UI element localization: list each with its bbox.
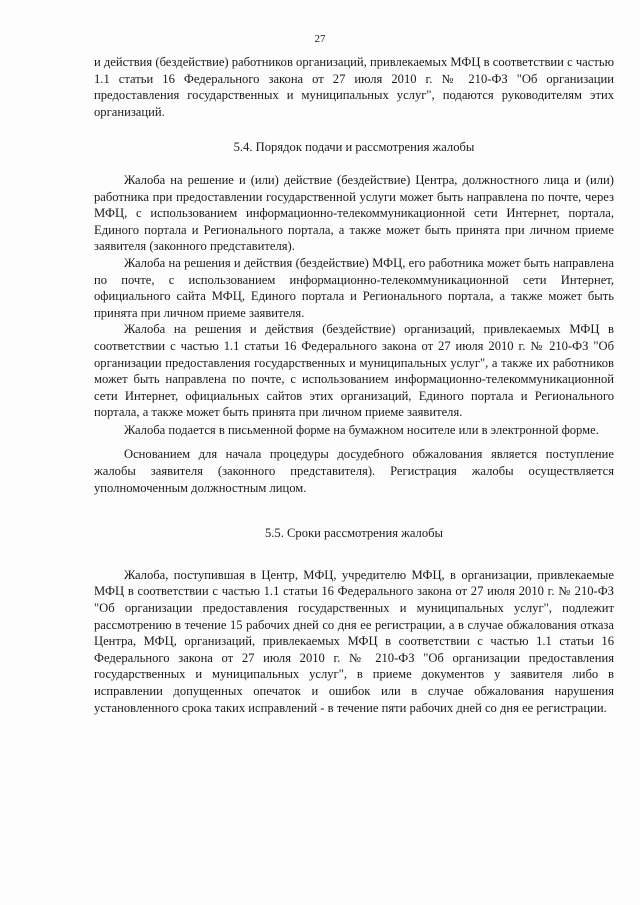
section-5-5-heading: 5.5. Сроки рассмотрения жалобы [264,526,444,541]
section-5-5-paragraph-1: Жалоба, поступившая в Центр, МФЦ, учредителю МФЦ, в организации, привлекаемые МФЦ в соответствии с частью 1.1 статьи 16 Федерального закона от 27 июля 2010 г. № 210-ФЗ "Об организации предоставления государственных и муниципальных услуг", подлежит рассмотрению в течение 15 рабочих дней со дня ее регистрации, а в случае обжалования отказа Центра, МФЦ, организаций, привлекаемых МФЦ в соответствии с частью 1.1 статьи 16 Федерального закона от 27 июля 2010 г. № 210-ФЗ "Об организации предоставления государственных и муниципальных услуг", в приеме документов у заявителя либо в исправлении допущенных опечаток и ошибок или в случае обжалования нарушения установленного срока таких исправлений - в течение пяти рабочих дней со дня ее регистрации. [94,567,614,715]
section-5-4-paragraph-4: Жалоба подается в письменной форме на бумажном носителе или в электронной форме. [124,422,599,437]
section-5-4-paragraph-1: Жалоба на решение и (или) действие (бездействие) Центра, должностного лица и (или) работника при предоставлении государственной услуги может быть направлена по почте, через МФЦ, с использованием информационно-телекоммуникационной сети Интернет, портала, Единого портала и Регионального портала, а также может быть принята при личном приеме заявителя (законного представителя). [94,172,614,254]
section-5-4-paragraph-2: Жалоба на решения и действия (бездействие) МФЦ, его работника может быть направлена по почте, с использованием информационно-телекоммуникационной сети Интернет, официального сайта МФЦ, Единого портала и Регионального портала, а также может быть принята при личном приеме заявителя. [94,255,614,320]
section-5-4-heading: 5.4. Порядок подачи и рассмотрения жалобы [233,140,475,155]
section-5-4-paragraph-5: Основанием для начала процедуры досудебного обжалования является поступление жалобы заявителя (законного представителя). Регистрация жалобы осуществляется уполномоченным должностным лицом. [94,447,614,495]
document-body [94,54,614,716]
section-5-4-paragraph-3: Жалоба на решения и действия (бездействие) организаций, привлекаемых МФЦ в соответствии с частью 1.1 статьи 16 Федерального закона от 27 июля 2010 г. № 210-ФЗ "Об организации предоставления государственных и муниципальных услуг", а также их работников может быть направлена по почте, с использованием информационно-телекоммуникационной сети Интернет, официальных сайтов этих организаций, Единого портала и Регионального портала, а также может быть принята при личном приеме заявителя. [94,322,614,420]
intro-paragraph: и действия (бездействие) работников организаций, привлекаемых МФЦ в соответствии с частью 1.1 статьи 16 Федерального закона от 27 июля 2010 г. № 210-ФЗ "Об организации предоставления государственных и муниципальных услуг", подаются руководителям этих организаций. [94,55,614,119]
page-number: 27 [314,33,326,45]
